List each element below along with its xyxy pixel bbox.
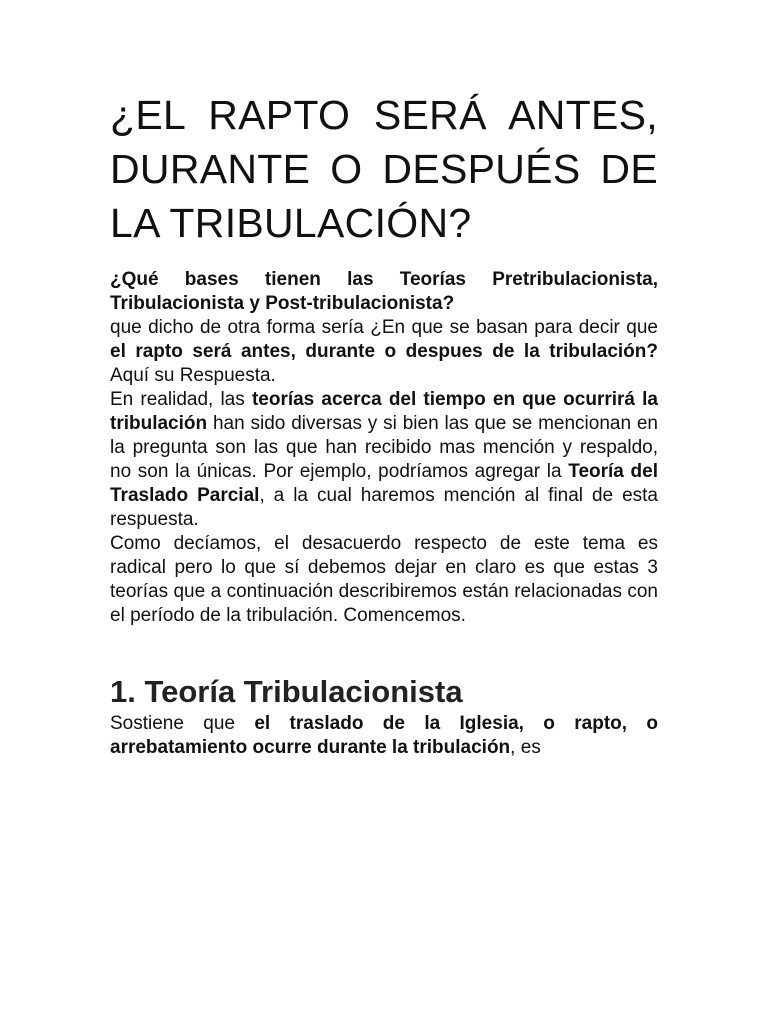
paragraph-text: , a la cual haremos mención al final de esta respuesta.: [110, 485, 658, 530]
paragraph-bold-text: Teoría del Traslado Parcial: [110, 461, 658, 506]
paragraph-text: Aquí su Respuesta.: [110, 365, 276, 386]
paragraph-theories: [110, 388, 658, 532]
paragraph-bold-text: el traslado de la Iglesia, o rapto, o arrebatamiento ocurre durante la tribulación: [110, 713, 658, 758]
paragraph-bold-text: teorías acerca del tiempo en que ocurrirá la tribulación: [110, 389, 659, 434]
paragraph-bold-text: el rapto será antes, durante o despues de la tribulación?: [110, 341, 658, 362]
paragraph-intro: [110, 316, 658, 388]
paragraph-disagreement: Como decíamos, el desacuerdo respecto de este tema es radical pero lo que sí debemos dejar en claro es que estas 3 teorías que a continuación describiremos están relacionadas con el período de la tribulación. Comencemos.: [110, 533, 658, 626]
paragraph-text: que dicho de otra forma sería ¿En que se basan para decir que: [110, 317, 658, 338]
paragraph-text: Sostiene que: [110, 713, 255, 734]
section-heading: 1. Teoría Tribulacionista: [110, 674, 463, 709]
subtitle: ¿Qué bases tienen las Teorías Pretribulacionista, Tribulacionista y Post-tribulacionista?: [110, 269, 658, 314]
paragraph-text: En realidad, las: [110, 389, 252, 410]
paragraph-text: , es: [510, 737, 541, 758]
paragraph-section1: [110, 712, 658, 760]
page-title: ¿EL RAPTO SERÁ ANTES, DURANTE O DESPUÉS DE LA TRIBULACIÓN?: [110, 92, 658, 246]
paragraph-text: han sido diversas y si bien las que se mencionan en la pregunta son las que han recibido mas mención y respaldo, no son la únicas. Por ejemplo, podríamos agregar la: [110, 413, 658, 482]
